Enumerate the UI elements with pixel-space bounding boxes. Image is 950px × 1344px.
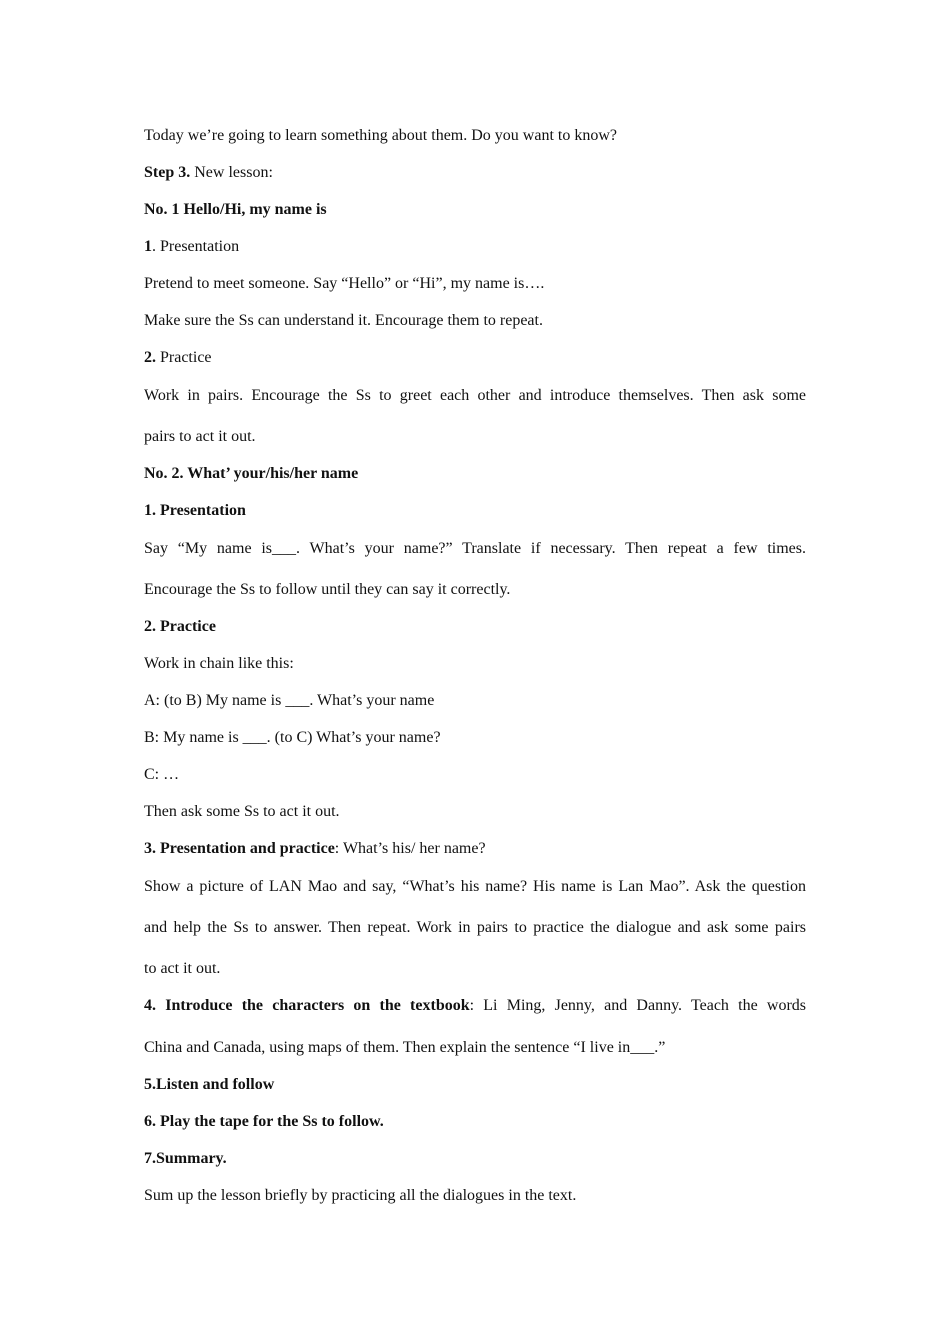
practice-2-number: 2. [144,349,156,366]
presentation-1-text: . Presentation [152,238,240,255]
no2-heading [144,464,358,484]
work-pairs-line-1: Work in pairs. Encourage the Ss to greet each other and introduce themselves. Then ask some [144,387,806,404]
practice-2-heading [144,348,212,368]
summary-heading [144,1149,227,1169]
step3-text: New lesson: [190,164,273,181]
intro-line: Today we’re going to learn something about them. Do you want to know? [144,127,617,144]
china-line: China and Canada, using maps of them. Then explain the sentence “I live in___.” [144,1039,666,1056]
no2-text: No. 2. What’ your/his/her name [144,465,359,482]
dialogue-c: C: … [144,766,180,783]
show-line-2: and help the Ss to answer. Then repeat. Work in pairs to practice the dialogue and ask some pairs [144,919,806,936]
practice-text: 2. Practice [144,618,216,635]
then-ask-line: Then ask some Ss to act it out. [144,803,340,820]
show-line-1: Show a picture of LAN Mao and say, “What’s his name? His name is Lan Mao”. Ask the question [144,878,806,895]
dialogue-a: A: (to B) My name is ___. What’s your name [144,692,435,709]
dialogue-b: B: My name is ___. (to C) What’s your name? [144,729,441,746]
step3-label: Step 3. [144,164,191,181]
step3-heading [144,163,273,183]
pp3-label: 3. Presentation and practice [144,840,335,857]
summary-text: 7.Summary. [144,1150,227,1167]
intro-characters-rest: : Li Ming, Jenny, and Danny. Teach the words [469,997,806,1014]
practice-heading [144,617,216,637]
listen-text: 5.Listen and follow [144,1076,275,1093]
no1-text: No. 1 Hello/Hi, my name is [144,201,327,218]
sum-up-line: Sum up the lesson briefly by practicing all the dialogues in the text. [144,1187,577,1204]
work-pairs-line-2: pairs to act it out. [144,428,256,445]
say-line-1: Say “My name is___. What’s your name?” Translate if necessary. Then repeat a few times. [144,540,806,557]
practice-2-text: Practice [156,349,212,366]
presentation-1-number: 1 [144,238,152,255]
show-line-3: to act it out. [144,960,221,977]
listen-heading [144,1075,274,1095]
presentation-text: 1. Presentation [144,502,246,519]
presentation-1-heading [144,237,239,257]
intro-characters-line [144,996,806,1018]
tape-text: 6. Play the tape for the Ss to follow. [144,1113,384,1130]
make-sure-line: Make sure the Ss can understand it. Encourage them to repeat. [144,312,543,329]
pp3-heading [144,839,486,859]
intro-characters-label: 4. Introduce the characters on the textbook [144,997,470,1014]
chain-line: Work in chain like this: [144,655,294,672]
no1-heading [144,200,327,220]
pp3-text: : What’s his/ her name? [334,840,486,857]
presentation-heading [144,501,246,521]
pretend-line: Pretend to meet someone. Say “Hello” or “Hi”, my name is…. [144,275,545,292]
say-line-2: Encourage the Ss to follow until they can say it correctly. [144,581,511,598]
intro-characters-text [144,996,806,1018]
tape-heading [144,1112,384,1132]
